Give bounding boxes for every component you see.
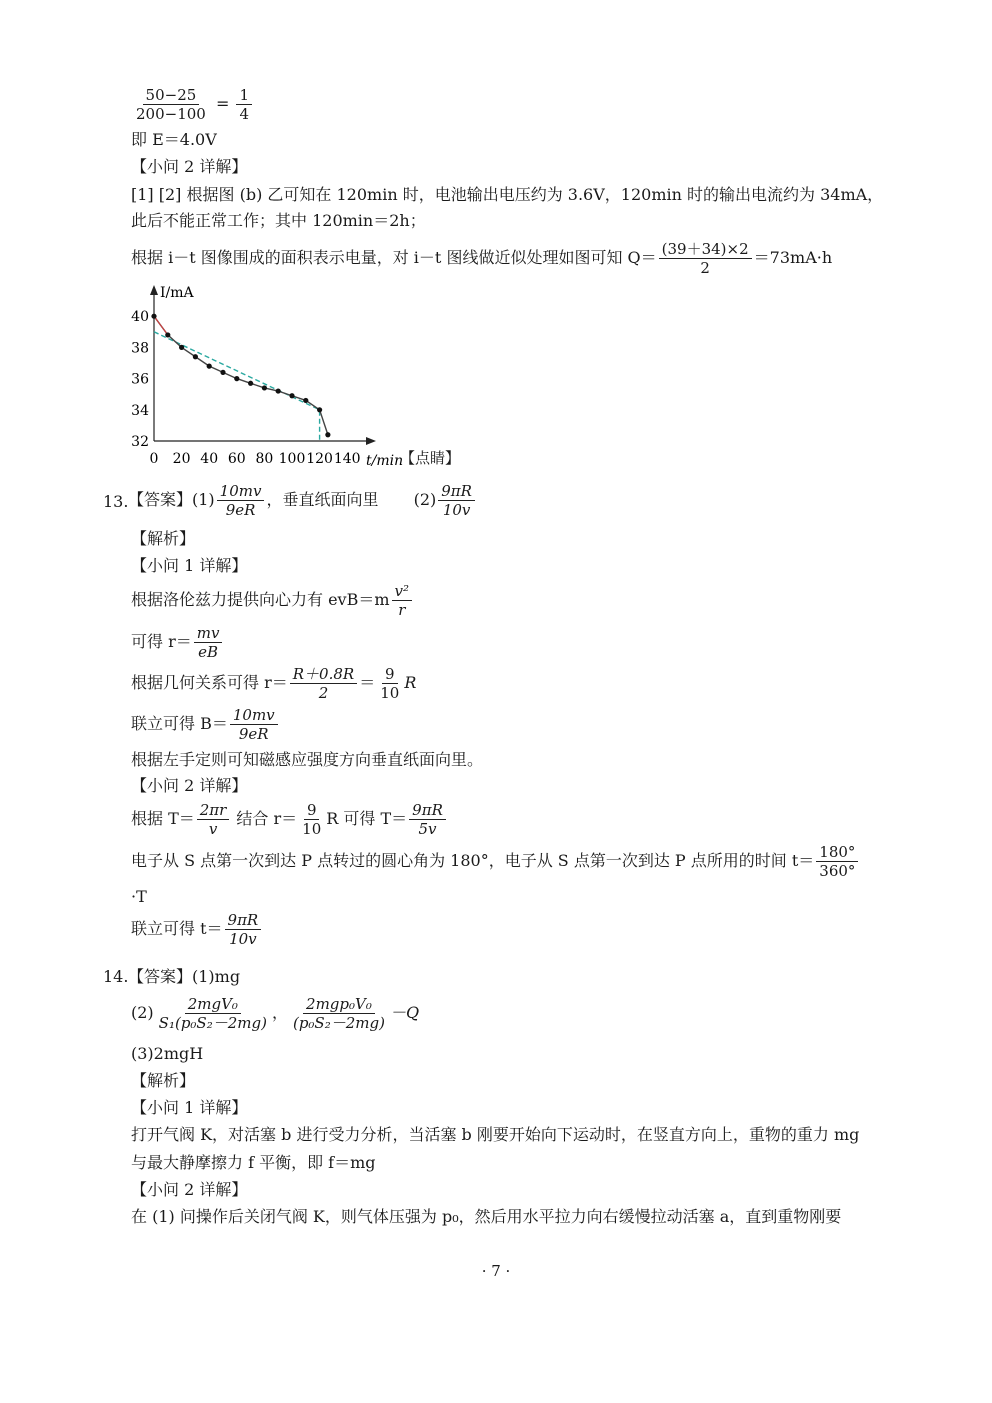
y-tick-label: 38 — [131, 340, 149, 357]
paragraph-line: 与最大静摩擦力 f 平衡，即 f＝mg — [131, 1153, 376, 1172]
ratio-equation: $\frac{50-25}{200-100}$ = $\frac{1}{4}$ — [131, 86, 254, 123]
tip-heading: 【点睛】 — [400, 449, 461, 467]
charge-equation: 根据 i－t 图像围成的面积表示电量，对 i－t 图线做近似处理如图可知 Q＝ $\frac{(39+34)\times 2}{2}$ ＝73mA·h — [131, 240, 833, 277]
y-axis-label: I/mA — [160, 285, 194, 301]
question-14-answer-1: 【答案】(1)mg — [128, 967, 241, 986]
x-tick-label: 20 — [172, 451, 191, 467]
question-14-number: 14. — [103, 967, 129, 986]
x-tick-label: 120 — [306, 451, 333, 467]
paragraph-line: 在 (1) 问操作后关闭气阀 K，则气体压强为 p₀，然后用水平拉力向右缓慢拉动活塞 a，直到重物刚要 — [131, 1207, 842, 1226]
data-point — [234, 376, 239, 381]
y-tick-label: 36 — [131, 371, 149, 388]
x-tick-label: 40 — [200, 451, 219, 467]
y-tick-label: 34 — [131, 402, 149, 419]
x-tick-label: 0 — [149, 451, 159, 467]
current-time-chart — [125, 285, 404, 470]
data-point — [193, 354, 198, 359]
page-number: · 7 · — [481, 1262, 511, 1280]
data-point — [179, 345, 184, 350]
question-13-answer: 【答案】(1) $\frac{10mv}{9eR}$ ，垂直纸面向里 (2) $\frac{9\pi R}{10v}$ — [128, 482, 477, 519]
subquestion-2-heading: 【小问 2 详解】 — [131, 1180, 248, 1199]
data-point — [165, 332, 170, 337]
paragraph-line: 根据左手定则可知磁感应强度方向垂直纸面向里。 — [131, 750, 484, 769]
current-curve — [154, 316, 328, 435]
data-point — [325, 432, 330, 437]
radius-equation: 可得 r＝ $\frac{mv}{eB}$ — [131, 624, 224, 661]
x-tick-label: 140 — [333, 451, 361, 467]
geometry-equation: 根据几何关系可得 r＝ $\frac{R+0.8R}{2}$ ＝ $\frac{9}{10}$ R — [131, 665, 417, 702]
subquestion-1-heading: 【小问 1 详解】 — [131, 556, 248, 575]
data-point — [276, 388, 281, 393]
x-tick-label: 60 — [227, 451, 246, 467]
subquestion-2-heading: 【小问 2 详解】 — [131, 776, 248, 795]
question-13-number: 13. — [103, 492, 129, 511]
emf-result: 即 E＝4.0V — [131, 130, 217, 149]
time-equation: 电子从 S 点第一次到达 P 点转过的圆心角为 180°，电子从 S 点第一次到达 P 点所用的时间 t＝ $\frac{180^\circ}{360^\circ}$ — [131, 843, 860, 880]
x-tick-label: 80 — [255, 451, 274, 467]
approximation-dashed-line — [154, 332, 320, 441]
data-point — [303, 398, 308, 403]
data-point — [207, 364, 212, 369]
x-axis-label: t/min — [366, 453, 404, 469]
y-axis-arrow — [150, 285, 158, 295]
data-point — [220, 370, 225, 375]
question-14-answer-3: (3)2mgH — [131, 1044, 204, 1063]
y-tick-label: 32 — [131, 434, 149, 450]
subquestion-1-heading: 【小问 1 详解】 — [131, 1098, 248, 1117]
x-tick-label: 100 — [278, 451, 306, 467]
period-equation: 根据 T＝ $\frac{2\pi r}{v}$ 结合 r＝ $\frac{9}{10}$ R 可得 T＝ $\frac{9\pi R}{5v}$ — [131, 801, 448, 838]
x-axis-arrow — [366, 437, 376, 445]
data-point — [248, 381, 253, 386]
lorentz-equation: 根据洛伦兹力提供向心力有 evB＝m $\frac{\text{v²}}{r}$ — [131, 582, 414, 619]
data-point — [262, 385, 267, 390]
y-tick-label: 40 — [131, 309, 149, 326]
time-result-equation: 联立可得 t＝ $\frac{9\pi R}{10v}$ — [131, 911, 263, 948]
question-14-answer-2: (2) $\frac{\text{2mgV₀}}{\text{S₁(p₀S₂－2mg)}}$ ， $\frac{\text{2mgp₀V₀}}{\text{(p₀S₂－2mg)}}$ －Q — [131, 995, 420, 1032]
data-point — [289, 393, 294, 398]
paragraph-line: ·T — [131, 887, 147, 906]
field-equation: 联立可得 B＝ $\frac{10mv}{9eR}$ — [131, 706, 280, 743]
paragraph-line: 此后不能正常工作；其中 120min＝2h； — [131, 211, 426, 230]
paragraph-line: [1] [2] 根据图 (b) 乙可知在 120min 时，电池输出电压约为 3.6V，120min 时的输出电流约为 34mA， — [131, 185, 884, 204]
analysis-heading: 【解析】 — [131, 529, 196, 548]
data-point — [151, 314, 156, 319]
analysis-heading: 【解析】 — [131, 1071, 196, 1090]
data-point — [317, 407, 322, 412]
subquestion-2-heading: 【小问 2 详解】 — [131, 157, 248, 176]
paragraph-line: 打开气阀 K，对活塞 b 进行受力分析，当活塞 b 刚要开始向下运动时，在竖直方向上，重物的重力 mg — [131, 1125, 860, 1144]
